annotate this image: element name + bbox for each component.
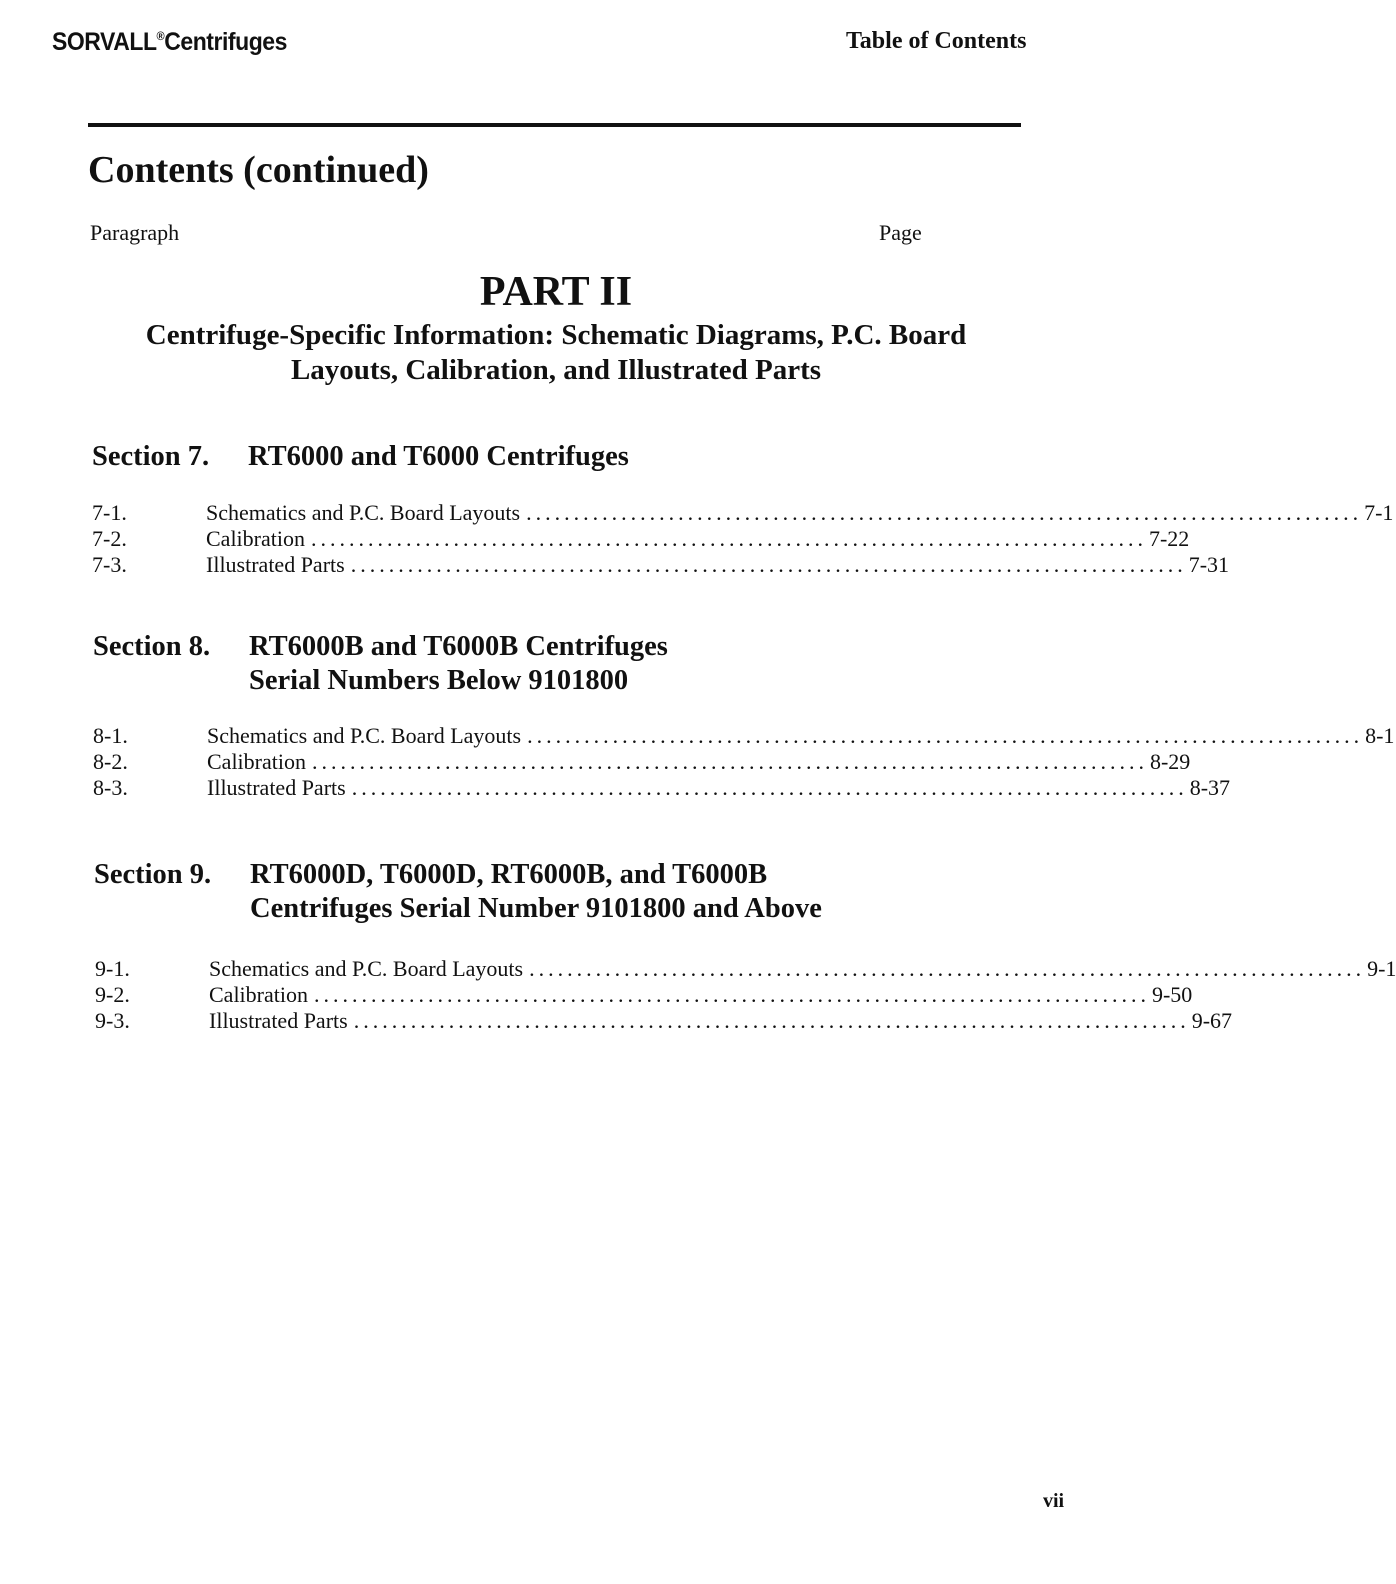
section-heading — [93, 630, 668, 698]
toc-entry[interactable] — [95, 982, 1193, 1008]
page-number: 7-31 — [1188, 552, 1230, 577]
paragraph-number: 9-1. — [95, 956, 130, 981]
paragraph-number: 8-2. — [93, 749, 128, 774]
dot-leader: ........................................................................................ — [529, 956, 1366, 981]
section-title: RT6000 and T6000 Centrifuges — [248, 441, 629, 472]
toc-entry[interactable] — [95, 956, 1396, 982]
entry-title: Calibration — [207, 749, 306, 774]
paragraph-number: 8-1. — [93, 723, 128, 748]
dot-leader: ........................................................................................ — [311, 749, 1148, 774]
dot-leader: ........................................................................................ — [526, 500, 1363, 525]
column-heading-page: Page — [879, 220, 922, 245]
header-rule — [88, 123, 1021, 127]
page-number: 7-22 — [1148, 526, 1190, 551]
paragraph-number: 9-2. — [95, 982, 130, 1007]
paragraph-number: 9-3. — [95, 1008, 130, 1033]
section-title-continued: Centrifuges Serial Number 9101800 and Above — [250, 893, 822, 924]
page-number: 9-67 — [1191, 1008, 1233, 1033]
entry-title: Calibration — [206, 526, 305, 551]
toc-entry[interactable] — [93, 723, 1395, 749]
entry-title: Calibration — [209, 982, 308, 1007]
section-heading — [94, 858, 822, 926]
paragraph-number: 7-2. — [92, 526, 127, 551]
entry-title: Illustrated Parts — [209, 1008, 348, 1033]
registered-mark: ® — [156, 29, 165, 43]
toc-entry[interactable] — [93, 749, 1191, 775]
toc-list — [93, 723, 1395, 801]
section-title: RT6000D, T6000D, RT6000B, and T6000B — [250, 859, 768, 890]
entry-title: Illustrated Parts — [206, 552, 345, 577]
toc-list — [92, 500, 1394, 578]
toc-entry[interactable] — [92, 526, 1190, 552]
dot-leader: ........................................................................................ — [310, 526, 1147, 551]
page-number: 7-1 — [1364, 500, 1394, 525]
entry-title: Schematics and P.C. Board Layouts — [209, 956, 524, 981]
toc-entry[interactable] — [93, 775, 1231, 801]
section-number: Section 8. — [93, 631, 211, 662]
page-number: 8-1 — [1365, 723, 1395, 748]
toc-entry[interactable] — [95, 1008, 1233, 1034]
page-title: Contents (continued) — [88, 149, 429, 191]
part-subtitle: Centrifuge-Specific Information: Schematic Diagrams, P.C. Board Layouts, Calibration, and Illustrated Parts — [145, 319, 967, 386]
dot-leader: ........................................................................................ — [313, 982, 1150, 1007]
paragraph-number: 8-3. — [93, 775, 128, 800]
dot-leader: ........................................................................................ — [350, 552, 1187, 577]
section-number: Section 9. — [94, 859, 212, 890]
dot-leader: ........................................................................................ — [527, 723, 1364, 748]
column-heading-paragraph: Paragraph — [90, 220, 180, 245]
toc-entry[interactable] — [92, 552, 1230, 578]
section-heading — [92, 440, 629, 474]
page-number: 8-37 — [1189, 775, 1231, 800]
page-number: 9-1 — [1367, 956, 1396, 981]
page-number: 9-50 — [1151, 982, 1193, 1007]
page-number: 8-29 — [1149, 749, 1191, 774]
entry-title: Illustrated Parts — [207, 775, 346, 800]
section-number: Section 7. — [92, 441, 210, 472]
paragraph-number: 7-1. — [92, 500, 127, 525]
entry-title: Schematics and P.C. Board Layouts — [207, 723, 522, 748]
section-title-continued: Serial Numbers Below 9101800 — [249, 665, 629, 696]
dot-leader: ........................................................................................ — [353, 1008, 1190, 1033]
entry-title: Schematics and P.C. Board Layouts — [206, 500, 521, 525]
toc-list — [95, 956, 1396, 1034]
footer-page-number: vii — [1043, 1490, 1065, 1512]
dot-leader: ........................................................................................ — [351, 775, 1188, 800]
paragraph-number: 7-3. — [92, 552, 127, 577]
part-title: PART II — [479, 269, 633, 315]
section-title: RT6000B and T6000B Centrifuges — [249, 631, 668, 662]
header-brand: SORVALL®Centrifuges — [52, 28, 287, 56]
toc-entry[interactable] — [92, 500, 1394, 526]
header-section-title: Table of Contents — [846, 28, 1027, 54]
